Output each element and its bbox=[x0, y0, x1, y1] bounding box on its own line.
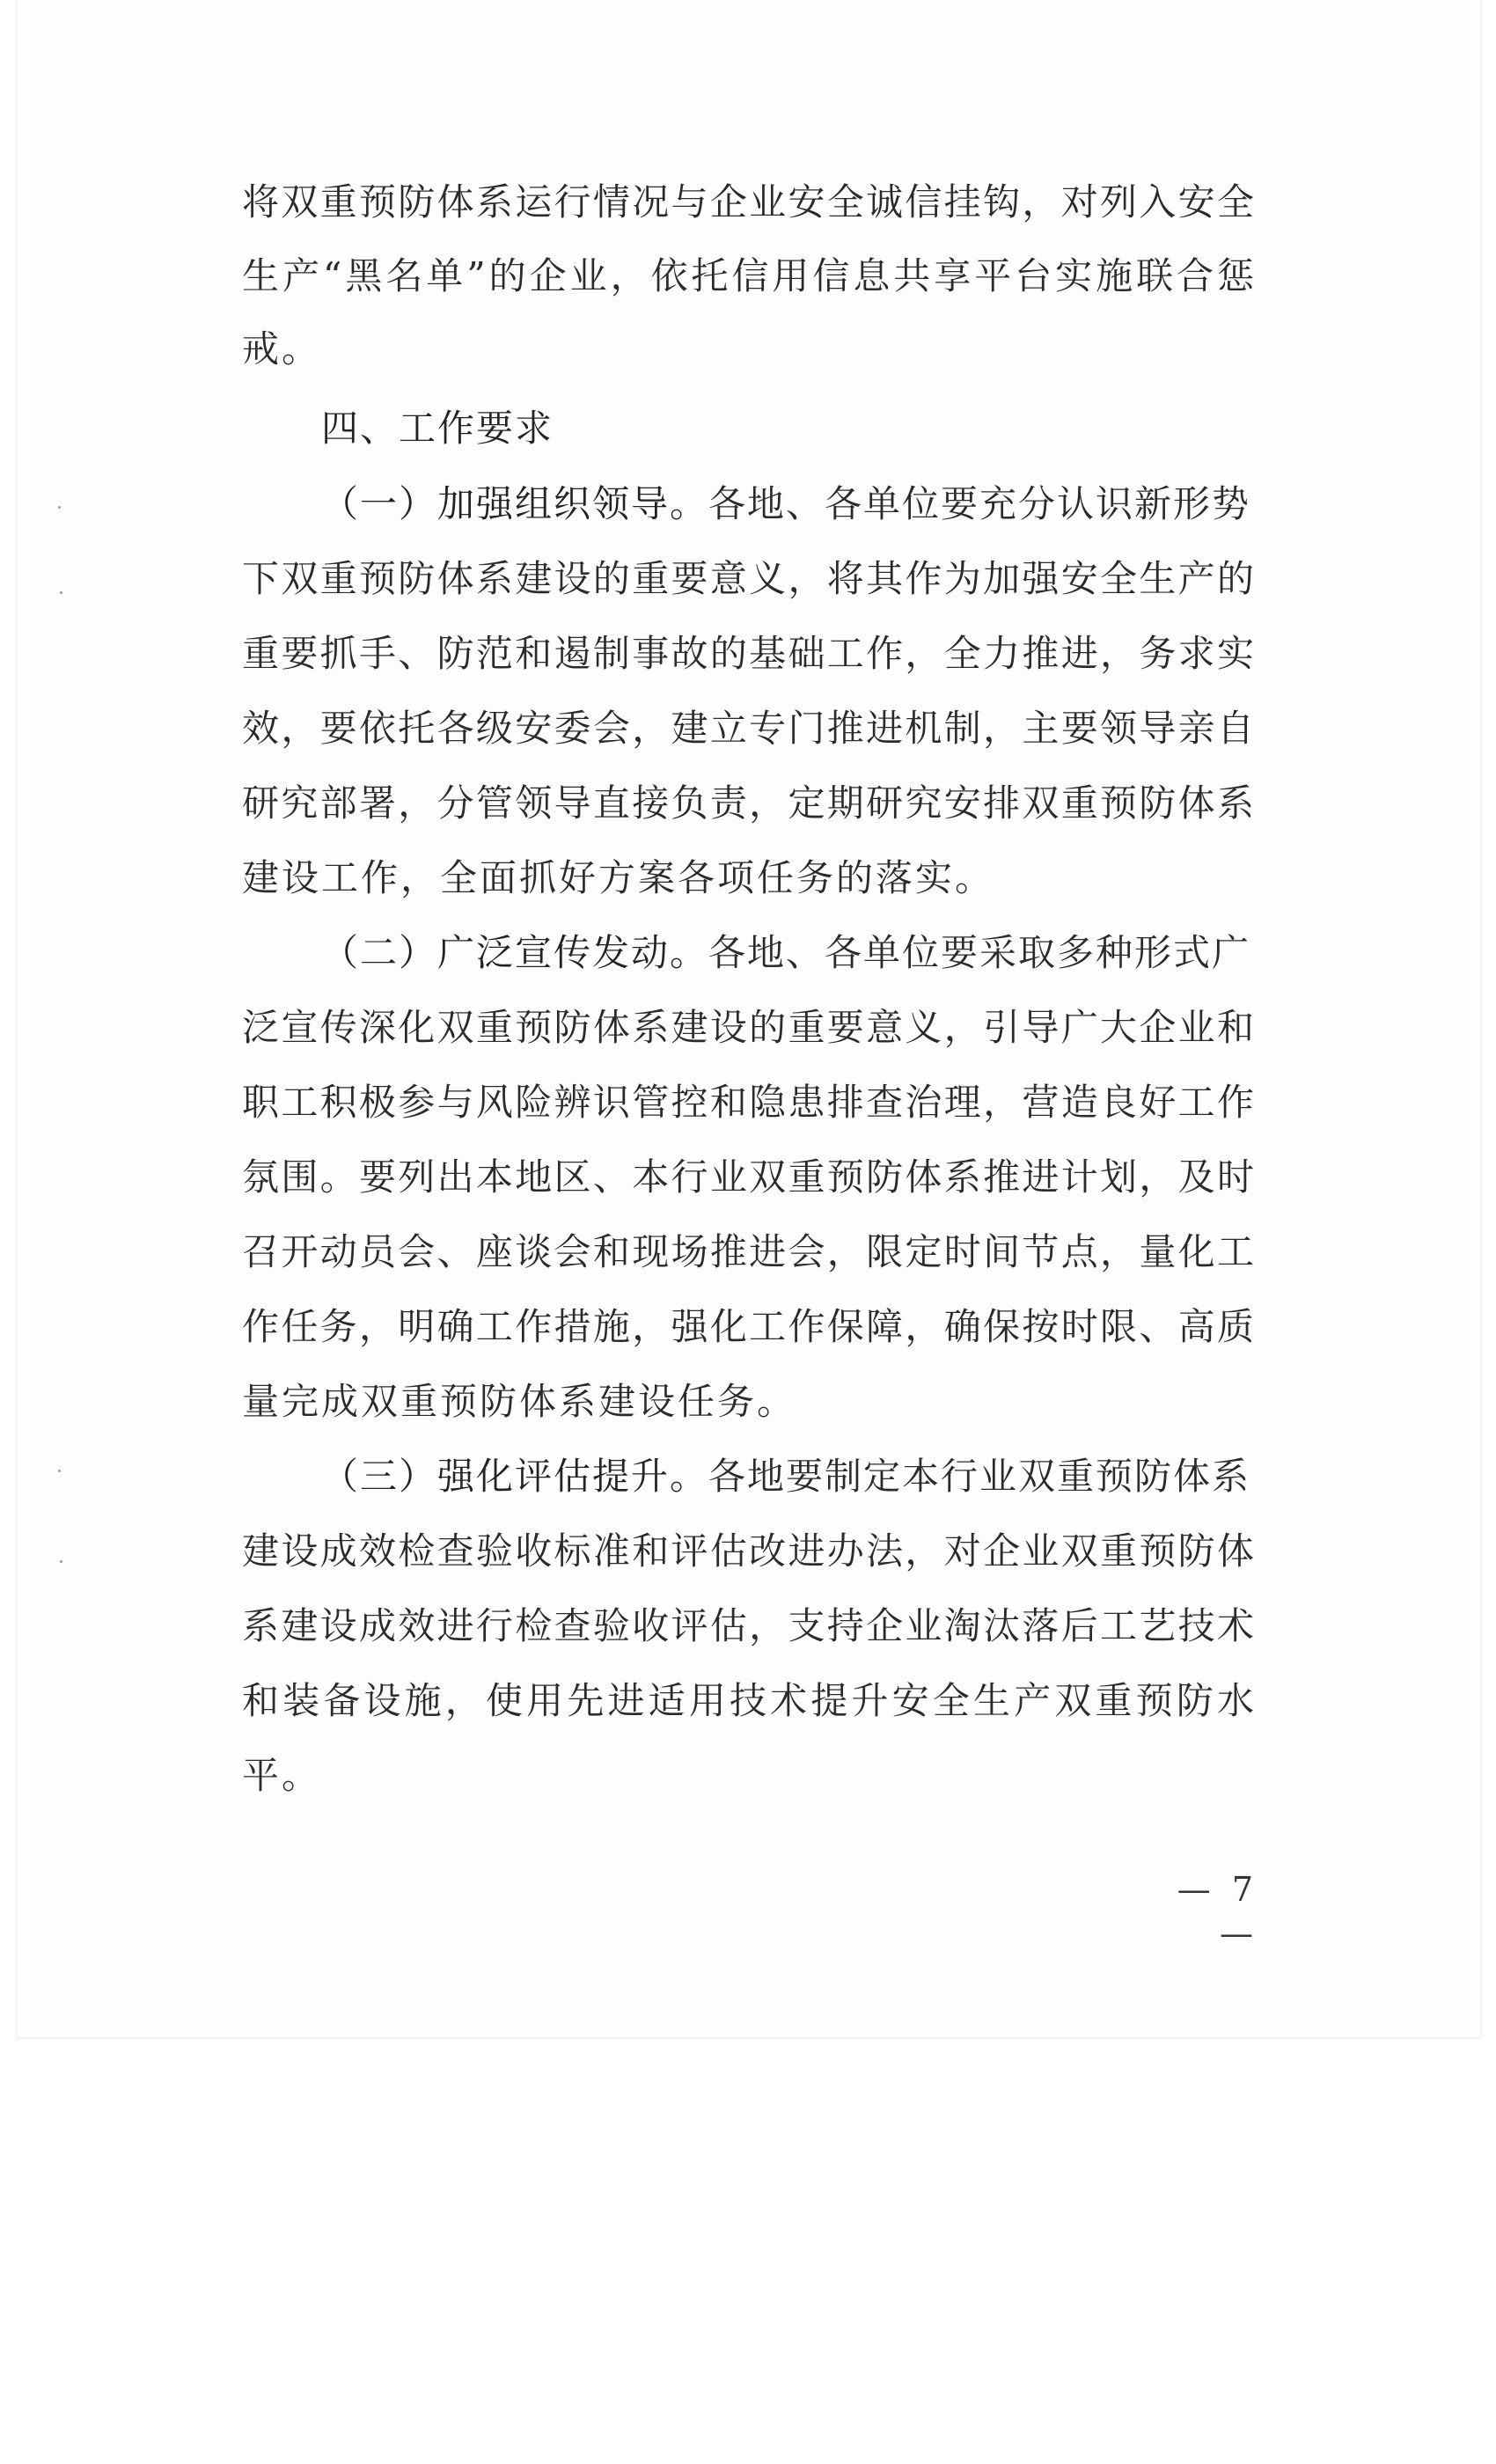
page-number: — 7 — bbox=[1177, 1870, 1258, 1953]
body-text-line: 建设成效检查验收标准和评估改进办法，对企业双重预防体 bbox=[242, 1529, 1254, 1573]
item-first-line bbox=[321, 928, 1254, 978]
item-title: （二）广泛宣传发动。 bbox=[321, 931, 709, 974]
body-text-line: 建设工作，全面抓好方案各项任务的落实。 bbox=[242, 856, 995, 899]
page-edge bbox=[16, 2037, 1480, 2039]
section-heading: 四、工作要求 bbox=[321, 407, 554, 450]
body-text-line: 量完成双重预防体系建设任务。 bbox=[242, 1380, 797, 1423]
scan-speck bbox=[58, 1470, 61, 1472]
body-text-line: 氛围。要列出本地区、本行业双重预防体系推进计划，及时 bbox=[242, 1155, 1254, 1199]
item-text: 各地、各单位要采取多种形式广 bbox=[708, 931, 1251, 974]
scan-speck bbox=[58, 506, 61, 509]
body-text-line: 平。 bbox=[242, 1754, 322, 1797]
body-text-line: 系建设成效进行检查验收评估，支持企业淘汰落后工艺技术 bbox=[242, 1604, 1254, 1647]
body-text-line: 研究部署，分管领导直接负责，定期研究安排双重预防体系 bbox=[242, 781, 1254, 825]
body-text-line: 泛宣传深化双重预防体系建设的重要意义，引导广大企业和 bbox=[242, 1006, 1254, 1049]
body-text-line: 和装备设施，使用先进适用技术提升安全生产双重预防水 bbox=[242, 1679, 1254, 1722]
body-text-line: 重要抓手、防范和遏制事故的基础工作，全力推进，务求实 bbox=[242, 632, 1254, 675]
body-text-line: 职工积极参与风险辨识管控和隐患排查治理，营造良好工作 bbox=[242, 1081, 1254, 1124]
body-text-line: 召开动员会、座谈会和现场推进会，限定时间节点，量化工 bbox=[242, 1230, 1254, 1273]
scan-speck bbox=[60, 591, 62, 594]
item-text: 各地、各单位要充分认识新形势 bbox=[708, 482, 1251, 525]
body-text-line: 戒。 bbox=[242, 327, 322, 370]
body-text-line: 生产“黑名单”的企业，依托信用信息共享平台实施联合惩 bbox=[242, 254, 1254, 297]
body-text-line: 将双重预防体系运行情况与企业安全诚信挂钩，对列入安全 bbox=[242, 180, 1254, 224]
item-text: 各地要制定本行业双重预防体系 bbox=[708, 1455, 1251, 1498]
item-first-line bbox=[321, 480, 1254, 529]
body-text-line: 下双重预防体系建设的重要意义，将其作为加强安全生产的 bbox=[242, 557, 1254, 600]
body-text-line: 作任务，明确工作措施，强化工作保障，确保按时限、高质 bbox=[242, 1305, 1254, 1348]
item-title: （三）强化评估提升。 bbox=[321, 1455, 709, 1498]
item-first-line bbox=[321, 1452, 1254, 1501]
scan-speck bbox=[60, 1560, 62, 1563]
body-text-line: 效，要依托各级安委会，建立专门推进机制，主要领导亲自 bbox=[242, 707, 1254, 750]
item-title: （一）加强组织领导。 bbox=[321, 482, 709, 525]
